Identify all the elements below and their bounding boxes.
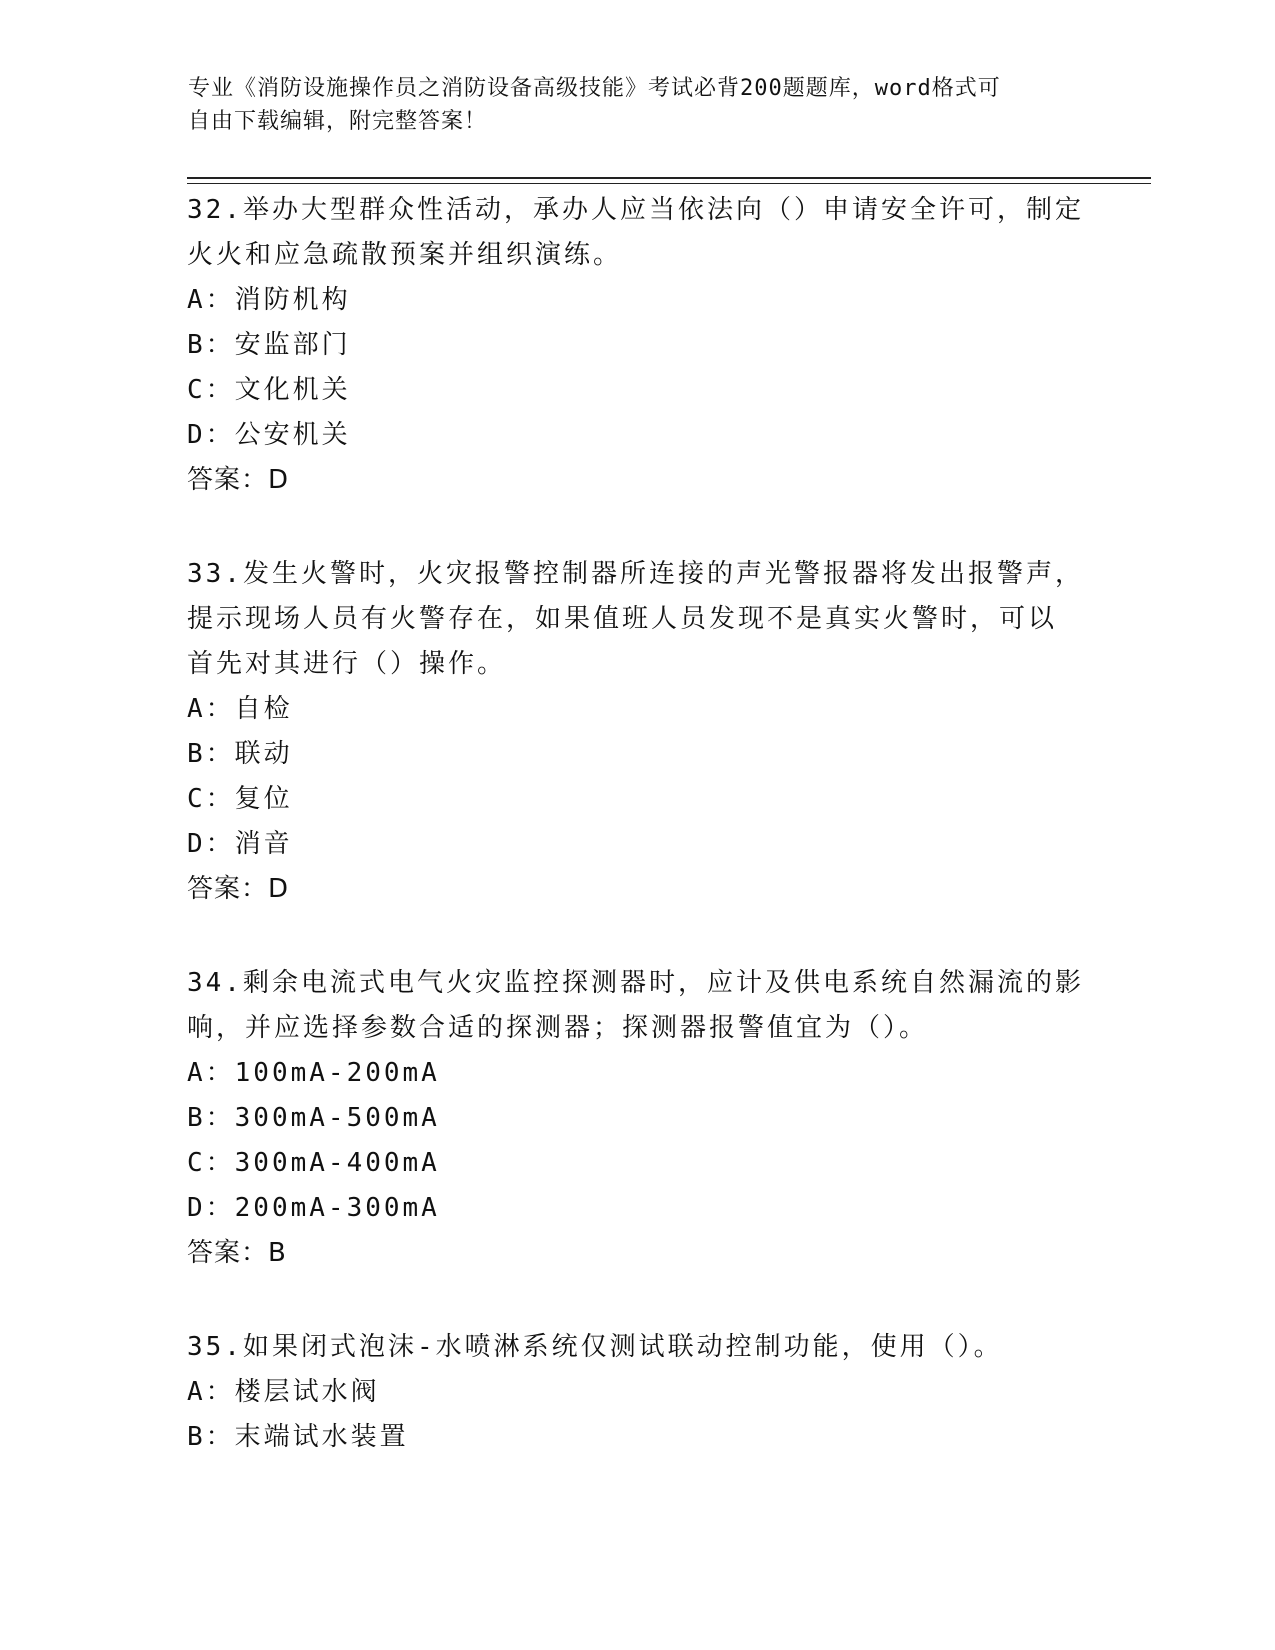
option-b: B：末端试水装置: [187, 1422, 409, 1452]
option-d: D：200mA-300mA: [187, 1193, 440, 1223]
answer-line: 答案：D: [187, 874, 290, 904]
question-stem-line: 火火和应急疏散预案并组织演练。: [187, 240, 623, 270]
header-divider-thin: [187, 183, 1151, 184]
question-stem-line: 32.举办大型群众性活动，承办人应当依法向（）申请安全许可，制定: [187, 195, 1084, 225]
option-d: D：消音: [187, 829, 293, 859]
option-b: B：300mA-500mA: [187, 1103, 440, 1133]
question-stem-line: 35.如果闭式泡沫-水喷淋系统仅测试联动控制功能，使用（）。: [187, 1332, 1003, 1362]
option-c: C：文化机关: [187, 375, 351, 405]
header-line-1: 专业《消防设施操作员之消防设备高级技能》考试必背200题题库，word格式可: [188, 76, 1001, 101]
question-stem-line: 响，并应选择参数合适的探测器；探测器报警值宜为（）。: [187, 1013, 929, 1043]
option-c: C：复位: [187, 784, 293, 814]
question-stem-line: 33.发生火警时，火灾报警控制器所连接的声光警报器将发出报警声，: [187, 559, 1084, 589]
option-b: B：安监部门: [187, 330, 351, 360]
question-stem-line: 首先对其进行（）操作。: [187, 649, 507, 679]
question-35: [187, 1325, 1087, 1460]
answer-line: 答案：D: [187, 465, 290, 495]
question-stem-line: 34.剩余电流式电气火灾监控探测器时，应计及供电系统自然漏流的影: [187, 968, 1084, 998]
question-list: [187, 188, 1087, 1460]
option-c: C：300mA-400mA: [187, 1148, 440, 1178]
header-line-2: 自由下载编辑，附完整答案！: [188, 109, 488, 134]
question-spacer: [187, 503, 1087, 552]
question-stem-line: 提示现场人员有火警存在，如果值班人员发现不是真实火警时，可以: [187, 604, 1058, 634]
question-32: [187, 188, 1087, 503]
option-d: D：公安机关: [187, 420, 351, 450]
question-33: [187, 552, 1087, 912]
option-a: A：100mA-200mA: [187, 1058, 440, 1088]
option-a: A：楼层试水阀: [187, 1377, 380, 1407]
option-b: B：联动: [187, 739, 293, 769]
option-a: A：自检: [187, 694, 293, 724]
header-divider-thick: [187, 177, 1151, 179]
question-spacer: [187, 1276, 1087, 1325]
document-header: [188, 72, 1068, 138]
answer-line: 答案：B: [187, 1238, 287, 1268]
question-34: [187, 961, 1087, 1276]
option-a: A：消防机构: [187, 285, 351, 315]
question-spacer: [187, 912, 1087, 961]
